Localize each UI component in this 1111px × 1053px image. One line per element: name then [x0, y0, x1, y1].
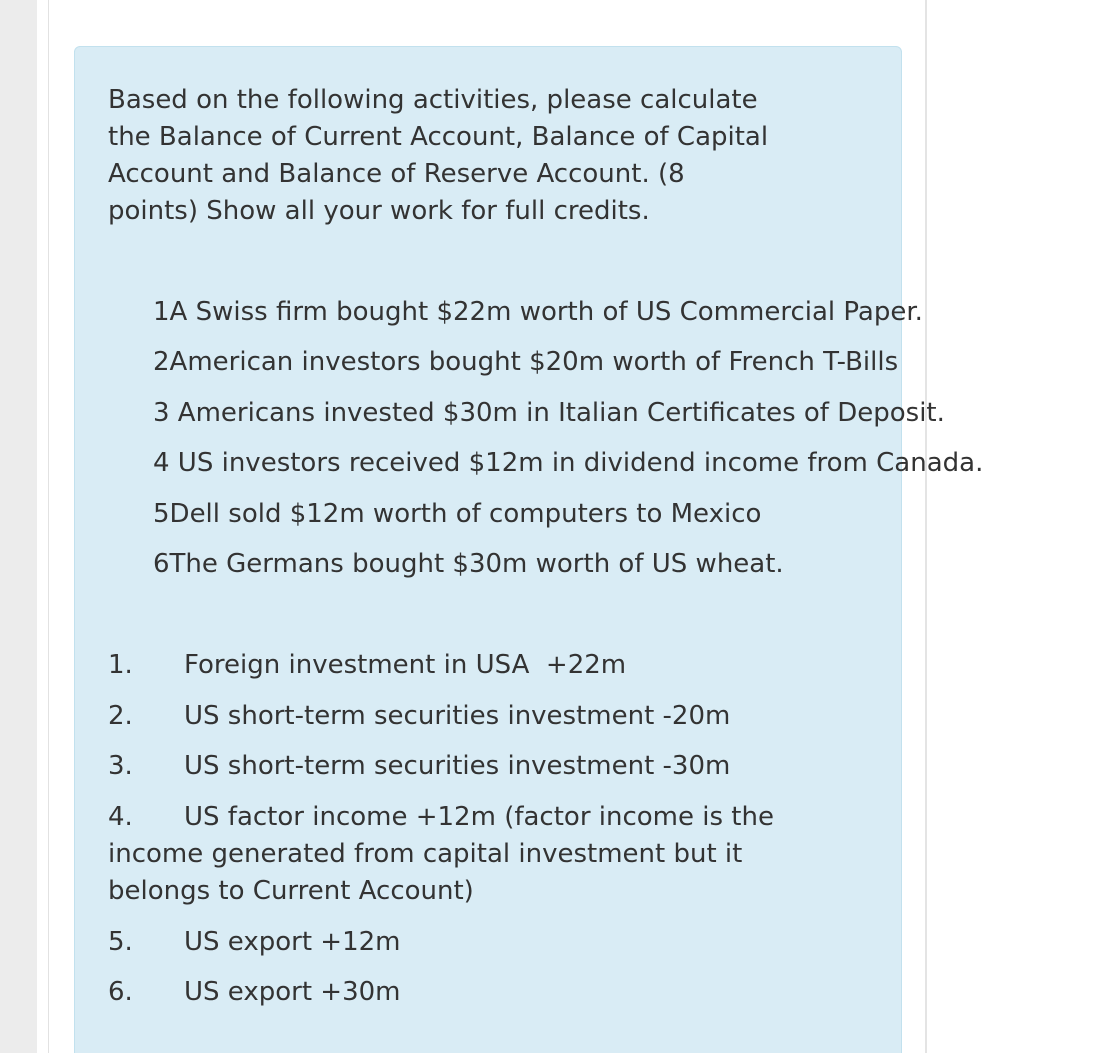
activity-item: 2American investors bought $20m worth of French T-Bills	[153, 347, 899, 377]
question-line-2: the Balance of Current Account, Balance of Capital	[108, 122, 769, 152]
answer-text: US factor income +12m (factor income is the	[184, 802, 774, 832]
question-line-4: points) Show all your work for full credits.	[108, 196, 650, 226]
answer-number: 2.	[108, 701, 133, 731]
question-line-1: Based on the following activities, please calculate	[108, 85, 758, 115]
answer-text: US short-term securities investment -20m	[184, 701, 731, 731]
left-divider	[48, 0, 49, 1053]
question-line-3: Account and Balance of Reserve Account. (8	[108, 159, 685, 189]
activity-item: 3 Americans invested $30m in Italian Certificates of Deposit.	[153, 398, 945, 428]
answer-number: 3.	[108, 751, 133, 781]
activity-item: 5Dell sold $12m worth of computers to Mexico	[153, 499, 762, 529]
answer-number: 4.	[108, 802, 133, 832]
answer-text: Foreign investment in USA +22m	[184, 650, 627, 680]
left-gutter	[0, 0, 37, 1053]
answer-text: US export +30m	[184, 977, 401, 1007]
answer-number: 1.	[108, 650, 133, 680]
activity-item: 1A Swiss firm bought $22m worth of US Commercial Paper.	[153, 297, 923, 327]
answer-continuation: belongs to Current Account)	[108, 876, 474, 906]
answer-text: US short-term securities investment -30m	[184, 751, 731, 781]
answer-text: US export +12m	[184, 927, 401, 957]
answer-number: 5.	[108, 927, 133, 957]
activity-item: 6The Germans bought $30m worth of US wheat.	[153, 549, 784, 579]
activity-item: 4 US investors received $12m in dividend income from Canada.	[153, 448, 984, 478]
answer-continuation: income generated from capital investment but it	[108, 839, 743, 869]
answer-number: 6.	[108, 977, 133, 1007]
right-divider	[925, 0, 927, 1053]
